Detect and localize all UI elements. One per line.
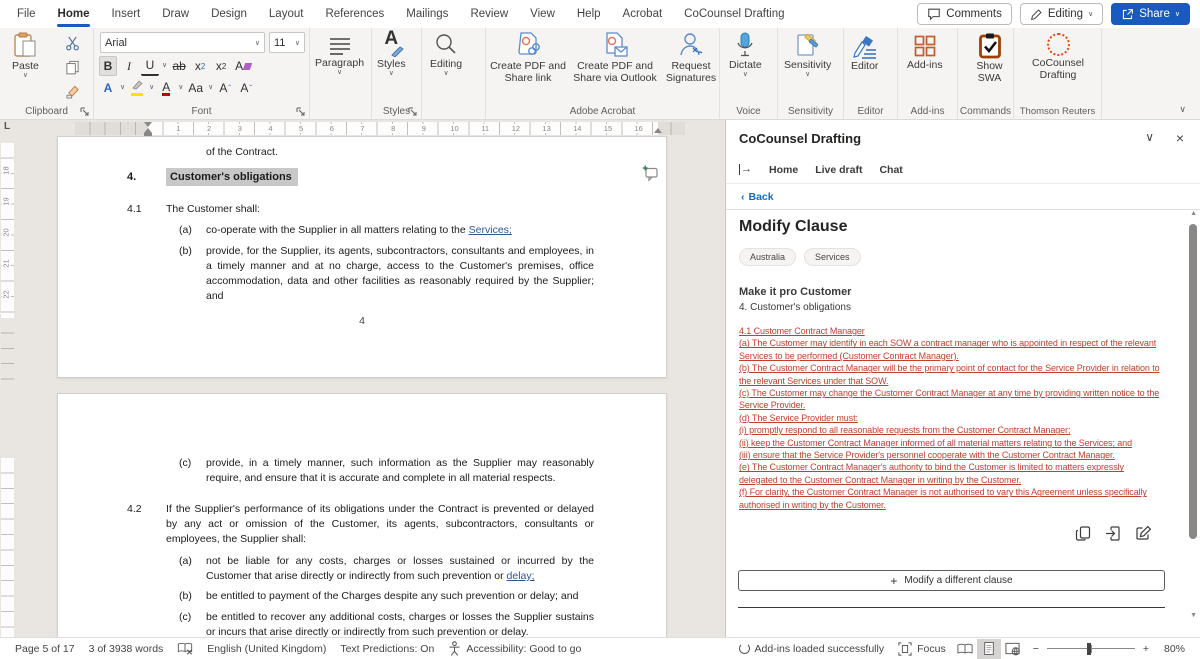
clause-reference: 4. Customer's obligations <box>739 302 851 313</box>
ruler-number: 5 <box>299 124 304 133</box>
modify-different-clause-button[interactable]: + Modify a different clause <box>738 570 1165 591</box>
font-group-label: Font <box>191 106 212 117</box>
modify-clause-heading: Modify Clause <box>739 218 848 235</box>
chevron-down-icon: ∨ <box>388 70 394 77</box>
pane-title: CoCounsel Drafting <box>739 131 862 146</box>
accessibility-person-icon <box>448 641 461 656</box>
pencil-icon <box>1030 8 1043 21</box>
subscript-button[interactable]: x 2 <box>194 59 206 73</box>
redline-paragraph: (d) The Service Provider must: <box>739 412 858 423</box>
menu-items <box>0 0 796 28</box>
editor-label: Editor <box>851 60 879 72</box>
clause-4-1 <box>58 202 666 217</box>
redline-paragraph: (iii) ensure that the Service Provider's personnel cooperate with the Customer Contract Manager. <box>739 450 1115 461</box>
menu-item[interactable]: Acrobat <box>622 8 663 20</box>
request-signatures-label: Request Signatures <box>665 60 717 84</box>
styles-icon: A <box>384 33 398 57</box>
horizontal-ruler <box>18 121 725 136</box>
page-info[interactable]: Page 5 of 17 <box>15 642 75 655</box>
list-text: be entitled to recover any additional costs, charges or losses the Supplier sustains or incurs that arise directly or indirectly from such prevention or delay. <box>206 611 594 637</box>
chevron-down-icon: ∨ <box>742 71 748 78</box>
paragraph-icon <box>327 36 353 56</box>
zoom-level[interactable]: 80% <box>1163 642 1185 655</box>
chevron-down-icon[interactable]: ∨ <box>149 84 155 91</box>
spellcheck-book-icon <box>177 642 193 655</box>
change-case-button[interactable]: Aa <box>188 81 204 95</box>
sensitivity-label: Sensitivity <box>784 59 832 71</box>
addins-group-label: Add-ins <box>910 106 945 117</box>
redline-paragraph: (a) The Customer may identify in each SOW a contract manager who is appointed in respect of the relevant Services to be performed (Customer Contract Manager). <box>739 338 1157 361</box>
font-name-combo[interactable] <box>100 32 265 53</box>
web-layout-button[interactable] <box>1001 639 1025 659</box>
pane-divider <box>738 607 1165 608</box>
ruler-number: 16 <box>634 124 643 133</box>
caret-down-icon: ˇ <box>249 83 253 93</box>
scroll-up-icon[interactable]: ▲ <box>1190 210 1197 217</box>
menu-item[interactable]: Help <box>576 8 601 20</box>
copy-button[interactable] <box>60 57 84 77</box>
pane-nav-item[interactable]: Chat <box>879 163 903 176</box>
ruler-band <box>75 122 685 135</box>
zoom-out-icon[interactable]: − <box>1032 642 1039 655</box>
cocounsel-task-pane <box>725 120 1200 637</box>
list-item-c2 <box>58 610 666 637</box>
chevron-down-icon: ∨ <box>1174 11 1180 18</box>
highlight-button[interactable] <box>128 78 146 98</box>
font-row-3 <box>99 78 255 98</box>
ribbon-group-adobe <box>486 28 720 119</box>
paragraph-label: Paragraph <box>315 57 365 69</box>
paragraph-text: of the Contract. <box>206 146 278 158</box>
instruction-title: Make it pro Customer <box>739 286 852 298</box>
addins-status: Add-ins loaded successfully <box>732 643 892 655</box>
font-row-2 <box>99 56 253 76</box>
clause-heading <box>58 170 666 185</box>
chevron-down-icon[interactable]: ∨ <box>120 84 126 91</box>
list-marker: (b) <box>179 245 192 257</box>
proofing-status[interactable] <box>170 642 200 655</box>
styles-label: Styles <box>377 58 406 70</box>
ruler-number: 8 <box>391 124 396 133</box>
plus-icon: + <box>890 573 898 588</box>
result-actions <box>1075 525 1152 542</box>
add-comment-icon[interactable] <box>641 164 659 182</box>
share-icon <box>1121 8 1134 21</box>
ribbon-group-editing <box>422 28 486 119</box>
font-size-combo[interactable] <box>269 32 305 53</box>
addins-spinner-icon <box>739 643 750 654</box>
cocounsel-icon <box>1047 33 1070 56</box>
dictate-label: Dictate <box>729 59 762 71</box>
font-dialog-launcher-icon[interactable] <box>296 107 305 116</box>
print-layout-icon <box>983 641 995 656</box>
menu-item[interactable]: Layout <box>268 8 304 20</box>
tab-selector[interactable]: L <box>4 121 11 132</box>
share-label: Share <box>1139 8 1170 20</box>
voice-group-label: Voice <box>736 106 761 117</box>
ruler-number: 11 <box>481 124 490 133</box>
commands-group-label: Commands <box>959 106 1012 117</box>
microphone-icon <box>734 31 756 58</box>
selected-heading-text: Customer's obligations <box>166 168 298 186</box>
editing-mode-button[interactable] <box>1020 3 1103 25</box>
clause-number: 4. <box>127 171 137 183</box>
chevron-down-icon: ∨ <box>1088 11 1094 18</box>
tracked-change-link: Services; <box>468 224 512 236</box>
menu-item[interactable]: Home <box>47 0 101 28</box>
chevron-down-icon: ∨ <box>336 69 343 76</box>
sensitivity-icon <box>795 31 821 58</box>
cocounsel-drafting-button[interactable] <box>1026 33 1090 81</box>
styles-dialog-launcher-icon[interactable] <box>408 107 417 116</box>
chevron-down-icon: ∨ <box>805 71 811 78</box>
focus-icon <box>898 642 912 656</box>
pane-scrollbar-thumb[interactable] <box>1189 224 1197 539</box>
document-area <box>0 120 725 637</box>
chevron-down-icon[interactable]: ∨ <box>208 84 214 91</box>
underline-button[interactable]: U <box>141 56 159 76</box>
font-size-value: 11 <box>274 36 286 49</box>
share-button[interactable] <box>1111 3 1190 25</box>
create-pdf-share-link-button[interactable] <box>490 31 566 84</box>
styles-button[interactable] <box>377 28 406 77</box>
ruler-number: 12 <box>511 124 521 133</box>
ruler-number: 7 <box>360 124 365 133</box>
clause-tag: Services <box>804 248 861 266</box>
vertical-ruler-numbers <box>0 155 13 309</box>
word-count[interactable]: 3 of 3938 words <box>88 642 164 655</box>
list-marker: (c) <box>179 611 192 623</box>
create-pdf-outlook-label: Create PDF and Share via Outlook <box>573 60 657 84</box>
pane-collapse-icon[interactable]: ∨ <box>1145 130 1154 144</box>
ruler-number: 6 <box>329 124 334 133</box>
ruler-number: 15 <box>603 124 613 133</box>
ruler-number: 13 <box>542 124 551 133</box>
paste-icon <box>12 31 38 59</box>
ruler-number: 3 <box>237 124 242 133</box>
signature-person-icon <box>677 31 705 59</box>
clipboard-group-label: Clipboard <box>25 106 68 117</box>
zoom-control <box>1025 643 1157 655</box>
accessibility-status[interactable]: Accessibility: Good to go <box>441 641 588 656</box>
paragraph <box>58 145 666 160</box>
shrink-font-button[interactable]: A ˇ <box>240 81 253 95</box>
list-item-b <box>58 589 666 604</box>
pane-nav-items <box>769 164 903 176</box>
show-swa-button[interactable] <box>966 32 1013 84</box>
scissors-icon <box>65 36 80 51</box>
caret-up-icon: ˆ <box>228 83 232 93</box>
back-link[interactable]: ‹ Back <box>741 190 774 203</box>
paragraph-button[interactable] <box>315 36 364 76</box>
list-item-b <box>58 244 666 304</box>
menubar-right <box>917 3 1200 25</box>
editing-label: Editing <box>1047 8 1084 20</box>
font-color-button[interactable]: A <box>162 79 171 94</box>
web-layout-icon <box>1005 641 1020 656</box>
ribbon <box>0 28 1200 120</box>
chevron-down-icon: ∨ <box>443 70 449 77</box>
edit-result-icon[interactable] <box>1135 525 1152 542</box>
clause-tags <box>739 248 861 266</box>
create-pdf-share-link-label: Create PDF and Share link <box>490 60 566 84</box>
ruler-number: 1 <box>176 124 181 133</box>
list-marker: (c) <box>179 457 192 469</box>
zoom-slider-thumb[interactable] <box>1087 643 1091 655</box>
show-swa-label: Show SWA <box>976 60 1003 84</box>
redline-paragraph: (b) The Customer Contract Manager will be the primary point of contact for the Service Provider in relation to the relevant Services under that SOW. <box>739 363 1160 386</box>
tracked-change-link: delay; <box>506 570 535 582</box>
ribbon-group-voice <box>720 28 778 119</box>
chevron-down-icon[interactable]: ∨ <box>178 84 184 91</box>
italic-button[interactable]: I <box>127 58 131 73</box>
ribbon-group-clipboard <box>0 28 94 119</box>
focus-toggle[interactable]: Focus <box>891 642 953 656</box>
clause-tag: Australia <box>739 248 796 266</box>
clipboard-dialog-launcher-icon[interactable] <box>80 107 89 116</box>
ruler-numbers <box>163 122 655 135</box>
addins-label: Add-ins <box>907 59 943 71</box>
editing-label: Editing <box>430 58 463 70</box>
back-chevron-icon: ‹ <box>741 190 745 203</box>
text-predictions[interactable]: Text Predictions: On <box>340 642 435 655</box>
magnifier-icon <box>434 33 458 57</box>
editor-pen-icon <box>852 34 878 59</box>
insert-into-document-icon[interactable] <box>1105 525 1122 542</box>
redline-output <box>739 325 1162 511</box>
ruler-number: 22 <box>2 289 11 299</box>
editor-button[interactable] <box>851 34 878 72</box>
zoom-slider[interactable] <box>1047 643 1135 655</box>
ruler-number: 14 <box>573 124 582 133</box>
adobe-group-label: Adobe Acrobat <box>569 106 636 117</box>
ribbon-group-commands <box>958 28 1014 119</box>
ribbon-group-thomson <box>1014 28 1102 119</box>
pane-nav-item[interactable]: Live draft <box>815 163 863 176</box>
pdf-share-link-icon <box>514 31 542 59</box>
scroll-down-icon[interactable]: ▼ <box>1190 612 1197 619</box>
clause-number: 4.2 <box>127 503 142 515</box>
menu-bar <box>0 0 1200 28</box>
list-marker: (a) <box>179 224 192 236</box>
ribbon-group-paragraph <box>310 28 372 119</box>
first-line-indent-marker[interactable] <box>144 122 152 127</box>
menu-item[interactable]: View <box>530 8 555 20</box>
redline-paragraph: (f) For clarity, the Customer Contract Manager is not authorised to vary this Agreement unless specifically authorised in writing by the Customer. <box>739 487 1147 510</box>
ruler-number: 9 <box>421 124 426 133</box>
menu-item[interactable]: Design <box>211 8 247 20</box>
zoom-in-icon[interactable]: + <box>1142 642 1149 655</box>
ribbon-group-addins <box>898 28 958 119</box>
sensitivity-group-label: Sensitivity <box>787 106 833 117</box>
clear-formatting-button[interactable]: A <box>233 56 253 76</box>
paste-label: Paste <box>12 60 39 72</box>
copy-icon <box>65 60 80 75</box>
ruler-number: 19 <box>2 197 11 206</box>
page-number: 4 <box>359 315 365 327</box>
chevron-down-icon: ∨ <box>254 39 260 47</box>
ruler-number: 21 <box>2 258 11 268</box>
copy-result-icon[interactable] <box>1075 525 1092 542</box>
menu-item[interactable]: Mailings <box>406 8 449 20</box>
strikethrough-button[interactable]: ab <box>172 59 186 73</box>
clause-number: 4.1 <box>127 203 142 215</box>
nav-expand-icon[interactable]: → <box>741 163 752 175</box>
list-text: provide, in a timely manner, such information as the Supplier may reasonably require, and ensure that it is accurate and complete in all material respects. <box>206 457 594 484</box>
font-name-value: Arial <box>105 36 128 49</box>
print-layout-button[interactable] <box>977 639 1001 659</box>
chevron-down-icon[interactable]: ∨ <box>162 62 168 69</box>
list-text: be entitled to payment of the Charges despite any such prevention or delay; and <box>206 590 579 602</box>
ribbon-group-sensitivity <box>778 28 844 119</box>
list-text: provide, for the Supplier, its agents, subcontractors, consultants and employees, in a timely manner and at no charge, access to the Customer's premises, office accommodation, data and other facilities as reasonably required by the Supplier; and <box>206 245 594 302</box>
chevron-down-icon: ∨ <box>22 72 28 79</box>
vertical-ruler <box>0 136 16 637</box>
chevron-down-icon: ∨ <box>294 39 300 47</box>
comments-button[interactable] <box>917 3 1012 25</box>
sensitivity-button[interactable] <box>784 31 831 78</box>
cocounsel-label: CoCounsel Drafting <box>1032 57 1084 81</box>
ruler-number: 20 <box>2 228 11 237</box>
clause-text: If the Supplier's performance of its obligations under the Contract is prevented or delayed by any act or omission of the Customer, its agents, subcontractors, consultants or employees, the Supplier shall: <box>166 503 594 545</box>
comments-label: Comments <box>946 8 1002 20</box>
bold-button[interactable]: B <box>99 56 117 76</box>
dictate-button[interactable] <box>729 31 762 78</box>
redline-paragraph: 4.1 Customer Contract Manager <box>739 326 865 336</box>
ruler-number: 2 <box>206 124 212 133</box>
comment-icon <box>927 7 941 21</box>
pane-nav-item[interactable]: Home <box>769 163 799 176</box>
format-painter-button[interactable] <box>60 81 84 101</box>
list-marker: (b) <box>179 590 192 602</box>
back-row <box>726 184 1200 210</box>
styles-group-label: Styles <box>382 106 411 117</box>
create-pdf-outlook-button[interactable] <box>568 31 662 84</box>
grow-font-button[interactable]: A ˆ <box>219 81 232 95</box>
format-painter-icon <box>65 84 80 99</box>
menu-item[interactable]: File <box>17 8 36 20</box>
menu-item[interactable]: CoCounsel Drafting <box>684 8 785 20</box>
clipboard-small-buttons <box>60 33 84 101</box>
show-swa-icon <box>978 32 1002 59</box>
read-mode-icon <box>957 643 973 655</box>
list-item-a: (a) not be liable for any costs, charges or losses sustained or incurred by the Customer that arise directly or indirectly from such prevention or delay; <box>179 555 594 582</box>
addins-button[interactable] <box>907 34 943 71</box>
redline-paragraph: (i) promptly respond to all reasonable requests from the Customer Contract Manager; <box>739 425 1071 436</box>
superscript-button[interactable]: x 2 <box>215 59 227 73</box>
ruler-number: 18 <box>2 166 11 175</box>
statusbar-right <box>732 639 1192 659</box>
editing-button[interactable] <box>430 33 462 77</box>
clause-4-2 <box>58 502 666 547</box>
ruler-number: 10 <box>450 124 459 133</box>
right-indent-marker[interactable] <box>654 128 662 133</box>
read-mode-button[interactable] <box>953 639 977 659</box>
list-item-a: (a) co-operate with the Supplier in all matters relating to the Services; <box>179 224 512 236</box>
menu-item[interactable]: Draw <box>162 8 190 20</box>
thomson-group-label: Thomson Reuters <box>1019 106 1096 117</box>
request-signatures-button[interactable] <box>664 31 718 84</box>
menu-item[interactable]: References <box>325 8 385 20</box>
menu-item[interactable]: Insert <box>111 8 141 20</box>
document-page-5[interactable] <box>57 393 667 637</box>
ribbon-group-editor <box>844 28 898 119</box>
pane-nav <box>726 156 1200 184</box>
paste-button[interactable] <box>12 31 39 79</box>
ruler-number: 4 <box>268 124 273 133</box>
text-effects-button[interactable]: A <box>103 81 113 95</box>
ribbon-group-font <box>94 28 310 119</box>
eraser-icon <box>243 63 253 70</box>
status-bar <box>0 637 1200 659</box>
document-page-4[interactable] <box>57 136 667 378</box>
collapse-ribbon-icon[interactable]: ∨ <box>1179 104 1186 114</box>
pdf-outlook-icon <box>601 31 629 59</box>
redline-paragraph: (e) The Customer Contract Manager's authority to bind the Customer is limited to matters expressly delegated to the Customer Contract Manager in writing by the Customer. <box>739 462 1124 485</box>
language[interactable]: English (United Kingdom) <box>207 642 327 655</box>
cut-button[interactable] <box>60 33 84 53</box>
addins-grid-icon <box>913 34 937 58</box>
editor-group-label: Editor <box>857 106 884 117</box>
redline-paragraph: (ii) keep the Customer Contract Manager informed of all material matters relating to the Services; and <box>739 437 1132 448</box>
ribbon-group-styles <box>372 28 422 119</box>
redline-paragraph: (c) The Customer may change the Customer Contract Manager at any time by providing written notice to the Service Provider. <box>739 388 1160 411</box>
list-item-c <box>58 456 666 486</box>
menu-item[interactable]: Review <box>470 8 509 20</box>
list-marker: (a) <box>179 555 192 567</box>
clause-text: The Customer shall: <box>166 203 260 215</box>
pane-close-icon[interactable]: × <box>1175 130 1184 146</box>
highlighter-icon <box>131 80 143 96</box>
